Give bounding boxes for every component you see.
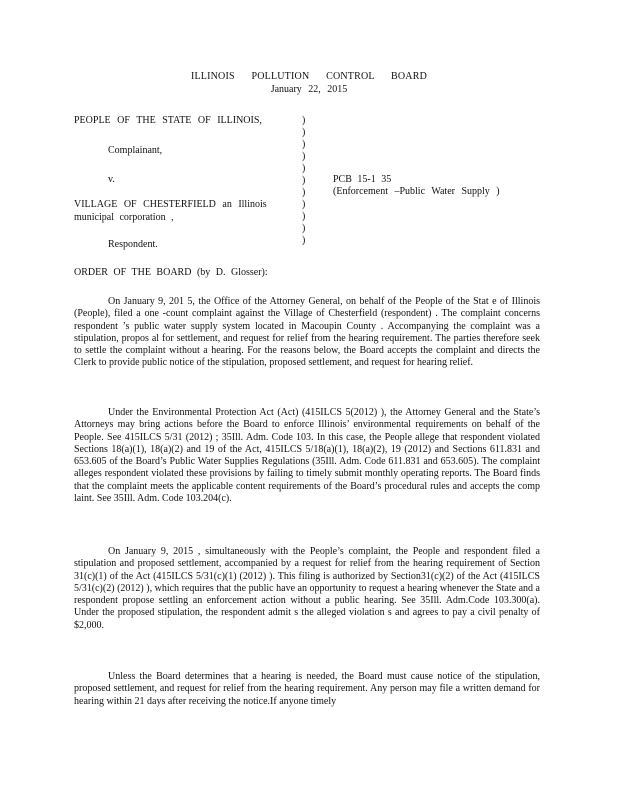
caption-paren: ) (302, 151, 306, 162)
case-number: PCB 15-1 35 (333, 174, 392, 185)
complainant-name: PEOPLE OF THE STATE OF ILLINOIS, (74, 115, 262, 126)
body-paragraph: Under the Environmental Protection Act (Act) (415ILCS 5(2012) ), the Attorney General and the State’s Attorneys may bring actions before the Board to enforce Illinois’ environmental requirements on behalf of the People. See 415ILCS 5/31 (2012) ; 35Ill. Adm. Code 103. In this case, the People allege that respondent violated Sections 18(a)(1), 18(a)(2) and 19 of the Act, 415ILCS 5/18(a)(1), 18(a)(2), 19 (2012) and Sections 611.831 and 653.605 of the Board’s Public Water Supplies Regulations (35Ill. Adm. Code 611.831 and 653.605). The complaint alleges respondent violated these provisions by failing to timely submit monthly operating reports. The Board finds that the complaint meets the applicable content requirements of the Board’s procedural rules and accepts the comp laint. See 35Ill. Adm. Code 103.204(c). (74, 407, 540, 505)
order-heading (74, 267, 268, 279)
complainant-role: Complainant, (108, 145, 163, 156)
order-date: January 22, 2015 (270, 84, 348, 95)
versus-label: v. (108, 174, 115, 185)
caption-paren: ) (302, 127, 306, 138)
caption-paren: ) (302, 163, 306, 174)
caption-paren: ) (302, 175, 306, 186)
agency-title: ILLINOIS POLLUTION CONTROL BOARD (190, 71, 428, 82)
caption-paren: ) (302, 211, 306, 222)
case-type: (Enforcement –Public Water Supply ) (333, 186, 500, 197)
order-heading-author: (by D. Glosser): (191, 267, 268, 278)
body-paragraph: On January 9, 201 5, the Office of the Attorney General, on behalf of the People of the Stat e of Illinois (People), filed a one -count complaint against the Village of Chesterfield (respondent) . The complaint concerns respondent ’s public water supply system located in Macoupin County . Accompanying the complaint was a stipulation, propos al for settlement, and request for relief from the hearing requirement. The parties therefore seek to settle the complaint without a hearing. For the reasons below, the Board accepts the complaint and directs the Clerk to provide public notice of the stipulation, proposed settlement, and request for hearing relief. (74, 296, 540, 369)
caption-paren: ) (302, 223, 306, 234)
caption-paren: ) (302, 115, 306, 126)
respondent-role: Respondent. (108, 239, 158, 250)
body-paragraph: On January 9, 2015 , simultaneously with the People’s complaint, the People and respondent filed a stipulation and proposed settlement, accompanied by a request for relief from the hearing requirement of Section 31(c)(1) of the Act (415ILCS 5/31(c)(1) (2012) ). This filing is authorized by Section31(c)(2) of the Act (415ILCS 5/31(c)(2) (2012) ), which requires that the public have an opportunity to request a hearing whenever the State and a respondent propose settling an enforcement action without a public hearing. See 35Ill. Adm.Code 103.300(a). Under the proposed stipulation, the respondent admit s the alleged violation s and agrees to pay a civil penalty of $2,000. (74, 546, 540, 631)
respondent-name-line2: municipal corporation , (74, 212, 174, 223)
order-heading-title: ORDER OF THE BOARD (74, 267, 192, 278)
caption-paren: ) (302, 187, 306, 198)
caption-paren: ) (302, 235, 306, 246)
body-paragraph: Unless the Board determines that a hearing is needed, the Board must cause notice of the stipulation, proposed settlement, and request for relief from the hearing requirement. Any person may file a written demand for hearing within 21 days after receiving the notice.If anyone timely (74, 671, 540, 707)
caption-paren: ) (302, 139, 306, 150)
caption-paren: ) (302, 199, 306, 210)
respondent-name-line1: VILLAGE OF CHESTERFIELD an Illinois (74, 199, 267, 210)
